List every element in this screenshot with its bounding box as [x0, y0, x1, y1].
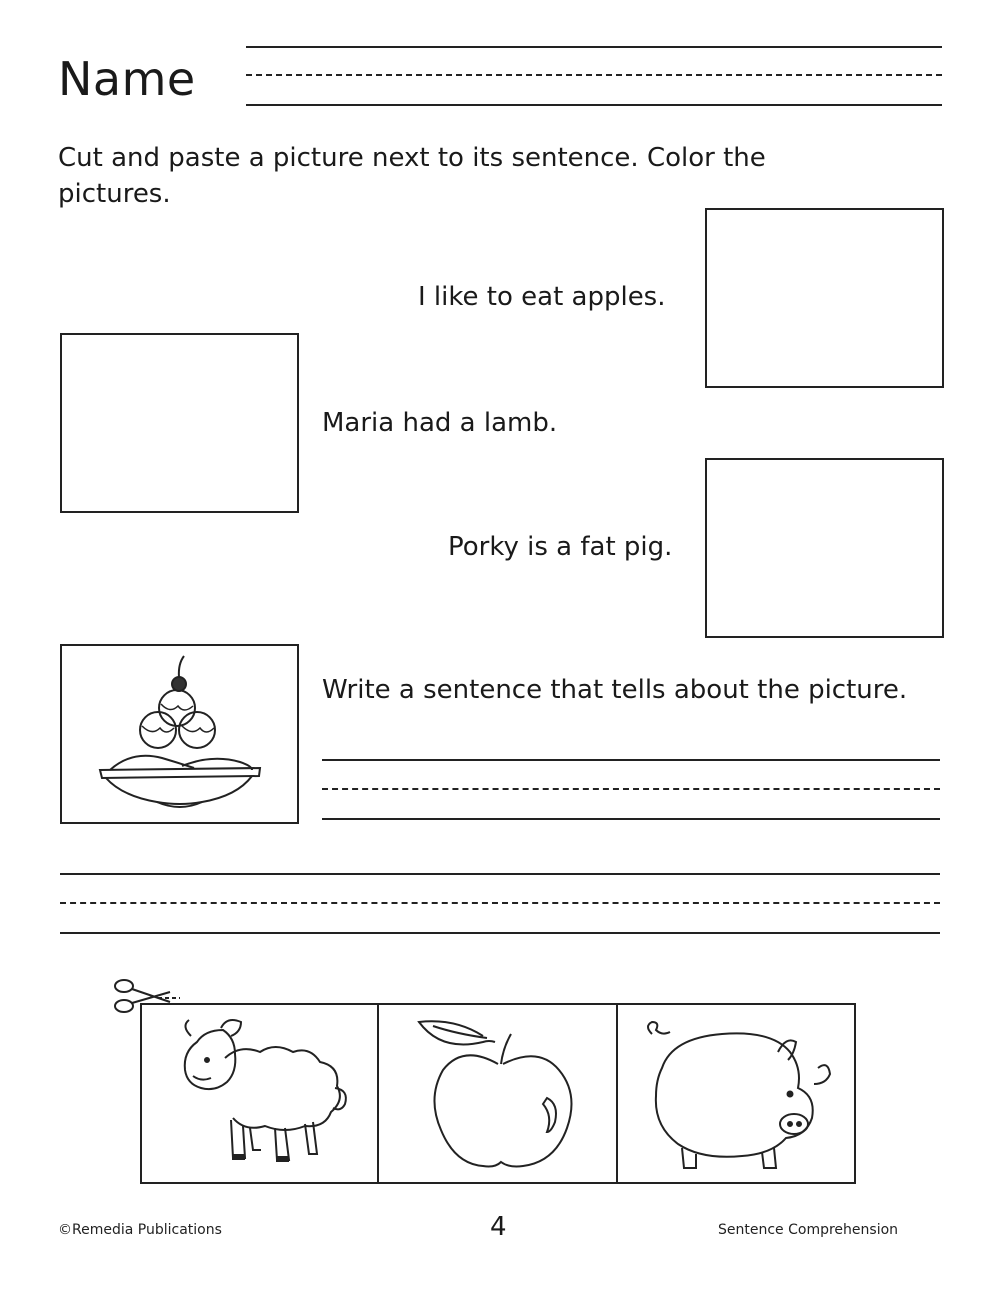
- cutout-divider-2: [616, 1003, 618, 1184]
- write-line-1-bottom: [322, 818, 940, 820]
- sentence-apples: I like to eat apples.: [418, 282, 666, 312]
- name-line-mid: [246, 74, 942, 76]
- write-line-1-mid: [322, 788, 940, 790]
- lamb-icon[interactable]: [145, 1008, 375, 1178]
- instructions: Cut and paste a picture next to its sentence. Color the pictures.: [58, 143, 766, 209]
- name-label: Name: [58, 52, 196, 106]
- name-line-top: [246, 46, 942, 48]
- write-line-2-mid: [60, 902, 940, 904]
- sundae-picture-box: [60, 644, 299, 824]
- ice-cream-sundae-icon: [62, 646, 297, 822]
- footer-publisher: ©Remedia Publications: [58, 1222, 222, 1238]
- sentence-pig: Porky is a fat pig.: [448, 532, 673, 562]
- sentence-lamb: Maria had a lamb.: [322, 408, 558, 438]
- name-line-bottom: [246, 104, 942, 106]
- write-line-2-bottom: [60, 932, 940, 934]
- paste-box-apples[interactable]: [705, 208, 944, 388]
- write-line-2-top[interactable]: [60, 873, 940, 875]
- cutout-divider-1: [377, 1003, 379, 1184]
- pig-icon[interactable]: [622, 1008, 852, 1178]
- apple-icon[interactable]: [383, 1008, 613, 1178]
- write-line-1-top[interactable]: [322, 759, 940, 761]
- footer-title: Sentence Comprehension: [718, 1222, 899, 1238]
- write-prompt: Write a sentence that tells about the picture.: [322, 675, 908, 705]
- page-number: 4: [490, 1212, 507, 1242]
- paste-box-pig[interactable]: [705, 458, 944, 638]
- paste-box-lamb[interactable]: [60, 333, 299, 513]
